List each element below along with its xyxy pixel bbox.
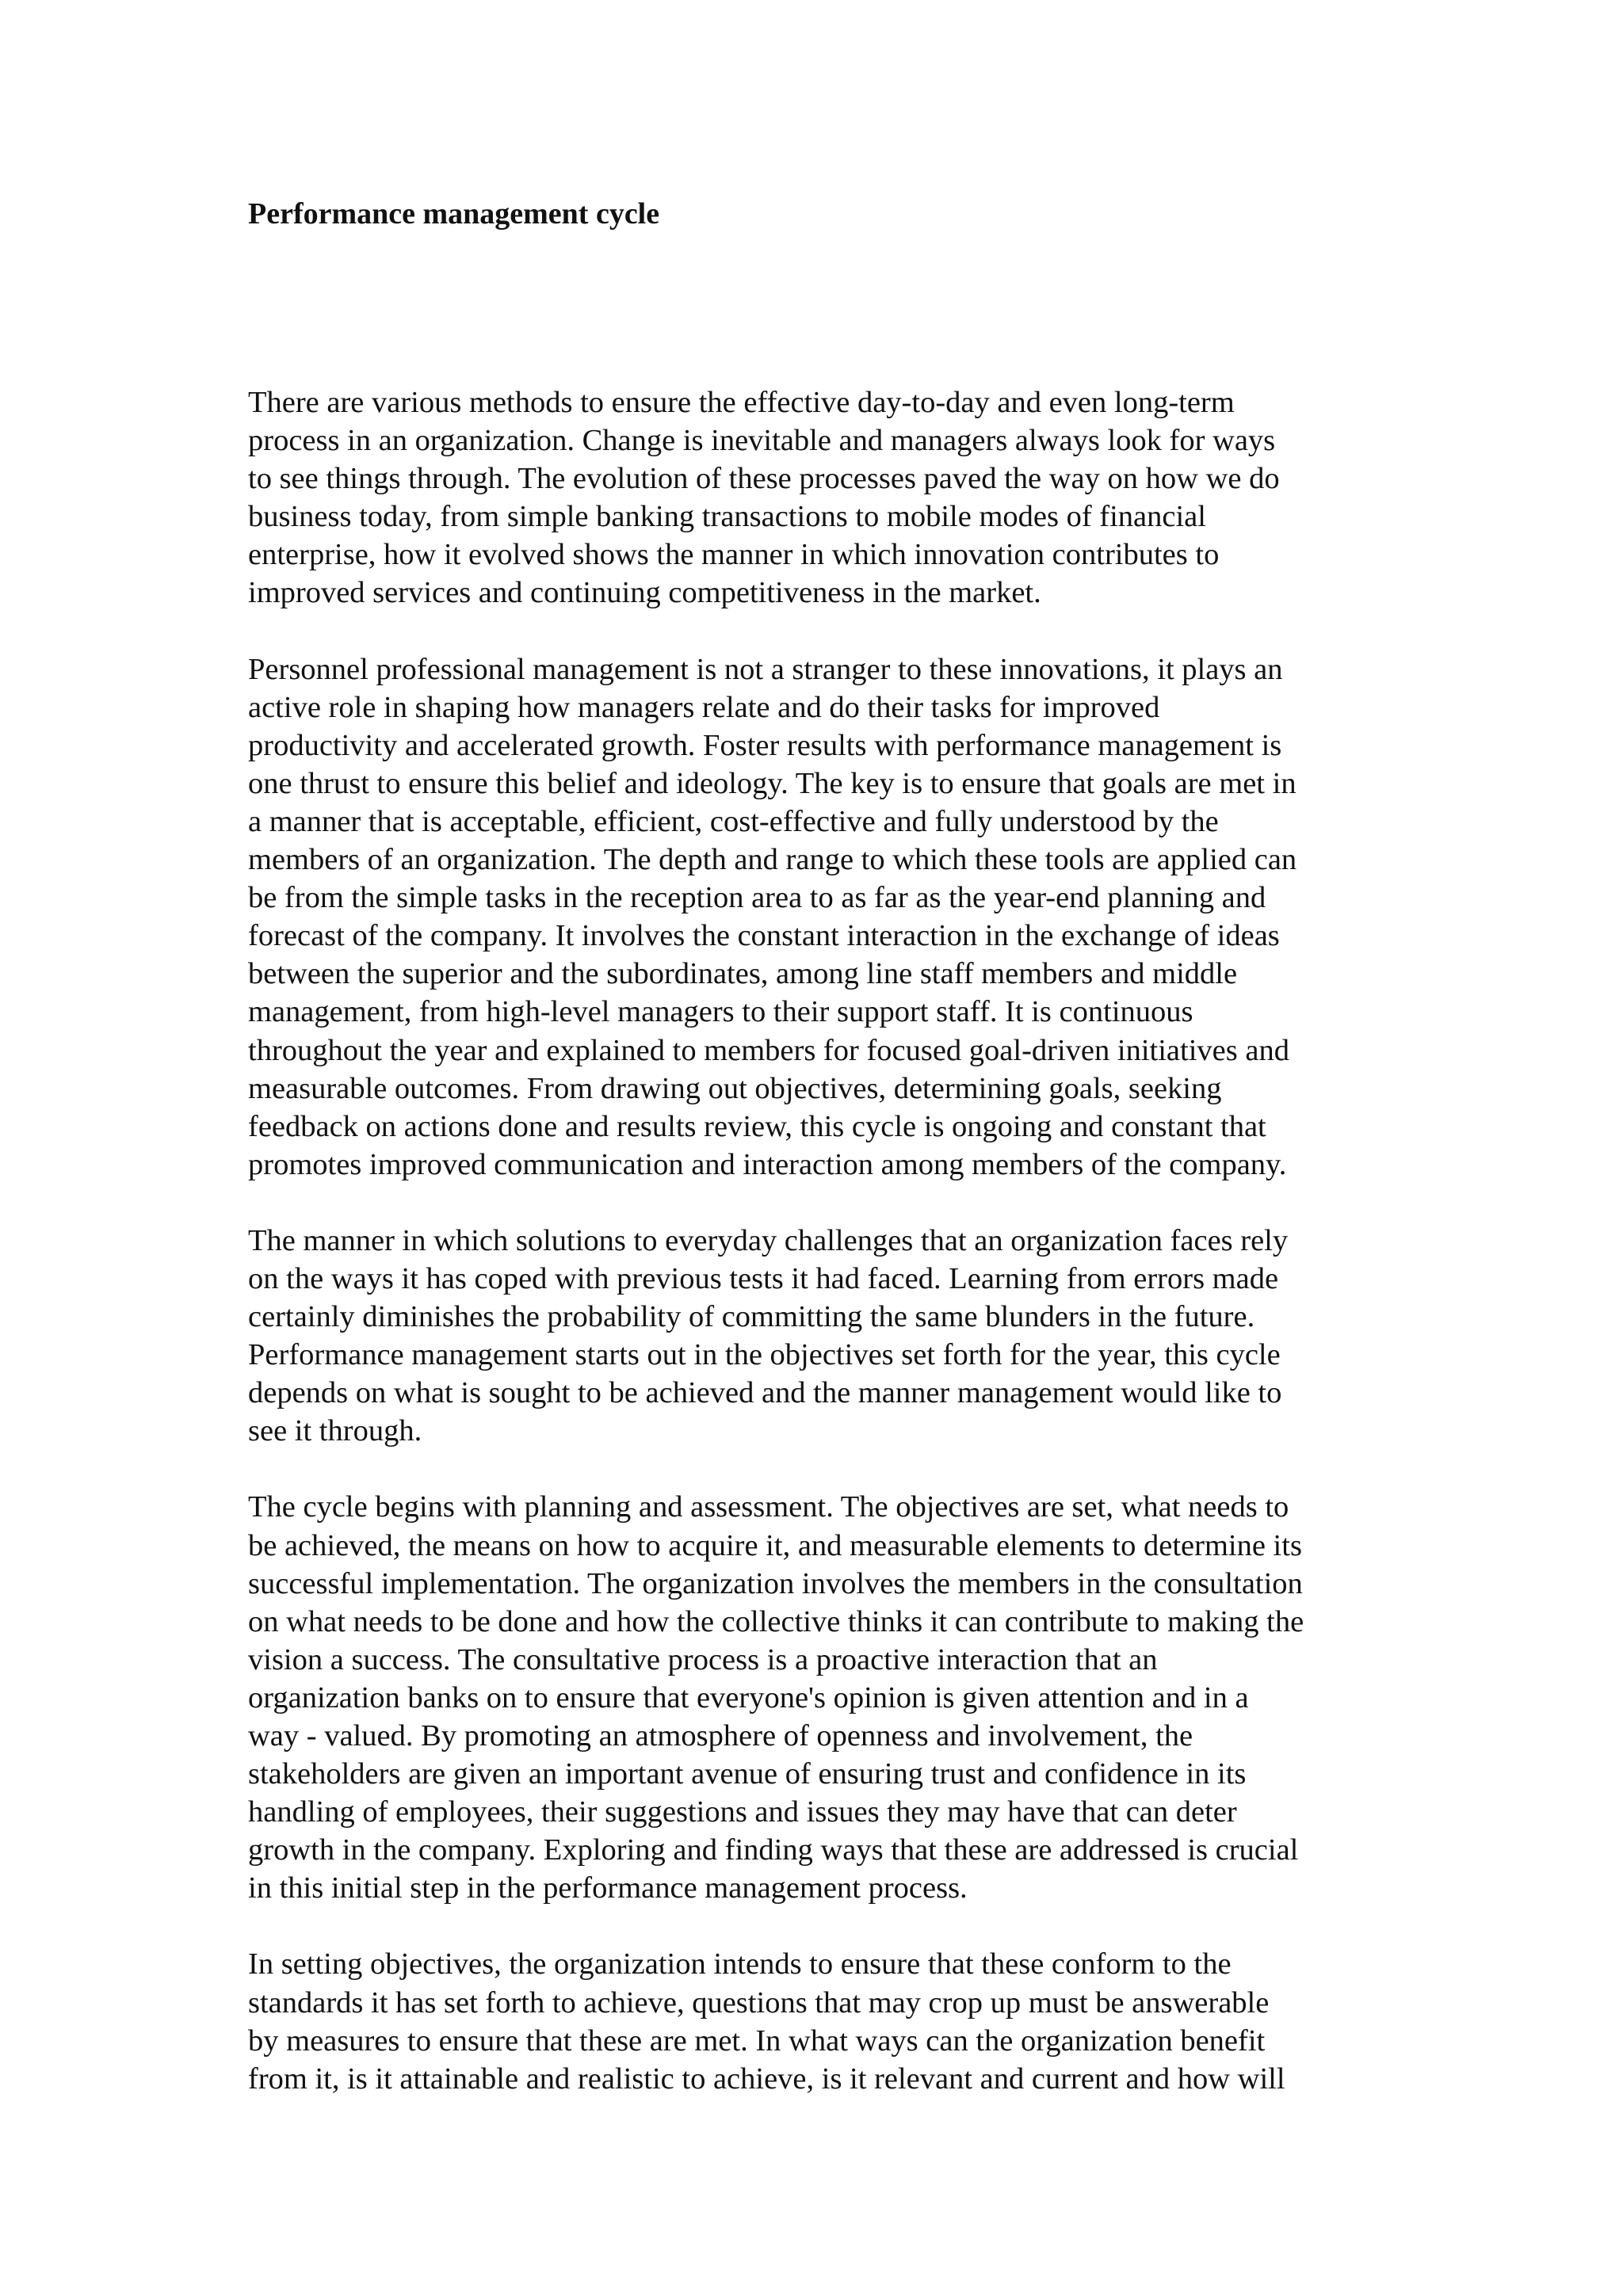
paragraph-line: to see things through. The evolution of these processes paved the way on how we do — [248, 462, 1280, 496]
paragraph-line: certainly diminishes the probability of committing the same blunders in the future. — [248, 1300, 1255, 1334]
document-title: Performance management cycle — [248, 197, 660, 231]
paragraph-line: Performance management starts out in the objectives set forth for the year, this cycle — [248, 1338, 1281, 1372]
paragraph — [248, 1488, 1399, 1907]
paragraph-line: management, from high-level managers to their support staff. It is continuous — [248, 995, 1193, 1029]
paragraph-line: from it, is it attainable and realistic to achieve, is it relevant and current and how will — [248, 2061, 1285, 2096]
paragraph — [248, 650, 1399, 1184]
paragraph-line: feedback on actions done and results review, this cycle is ongoing and constant that — [248, 1109, 1266, 1143]
paragraph-line: successful implementation. The organization involves the members in the consultation — [248, 1566, 1303, 1600]
paragraph-line: active role in shaping how managers relate and do their tasks for improved — [248, 690, 1160, 724]
paragraph-line: In setting objectives, the organization intends to ensure that these conform to the — [248, 1947, 1232, 1981]
document-body — [248, 383, 1399, 2098]
paragraph-line: on what needs to be done and how the collective thinks it can contribute to making the — [248, 1604, 1304, 1638]
paragraph-line: standards it has set forth to achieve, questions that may crop up must be answerable — [248, 1985, 1270, 2019]
paragraph — [248, 383, 1399, 612]
paragraph-line: There are various methods to ensure the effective day-to-day and even long-term — [248, 386, 1235, 419]
paragraph-line: improved services and continuing competitiveness in the market. — [248, 576, 1041, 610]
paragraph-line: vision a success. The consultative process is a proactive interaction that an — [248, 1642, 1158, 1676]
paragraph-line: handling of employees, their suggestions and issues they may have that can deter — [248, 1795, 1237, 1829]
paragraph-line: on the ways it has coped with previous tests it had faced. Learning from errors made — [248, 1261, 1279, 1295]
paragraph-line: measurable outcomes. From drawing out objectives, determining goals, seeking — [248, 1071, 1222, 1105]
paragraph-line: organization banks on to ensure that everyone's opinion is given attention and in a — [248, 1680, 1249, 1714]
paragraph-line: way - valued. By promoting an atmosphere of openness and involvement, the — [248, 1719, 1193, 1753]
paragraph-line: The cycle begins with planning and assessment. The objectives are set, what needs to — [248, 1490, 1289, 1524]
paragraph-line: The manner in which solutions to everyday challenges that an organization faces rely — [248, 1223, 1289, 1257]
paragraph-line: members of an organization. The depth and range to which these tools are applied can — [248, 843, 1297, 877]
paragraph-line: stakeholders are given an important avenue of ensuring trust and confidence in its — [248, 1757, 1247, 1791]
paragraph-line: in this initial step in the performance management process. — [248, 1871, 968, 1905]
paragraph-line: depends on what is sought to be achieved and the manner management would like to — [248, 1376, 1282, 1410]
paragraph-line: growth in the company. Exploring and finding ways that these are addressed is crucial — [248, 1833, 1299, 1867]
paragraph — [248, 1222, 1399, 1451]
paragraph-line: by measures to ensure that these are met. In what ways can the organization benefit — [248, 2023, 1266, 2058]
paragraph-line: business today, from simple banking transactions to mobile modes of financial — [248, 500, 1206, 534]
paragraph-line: one thrust to ensure this belief and ideology. The key is to ensure that goals are met in — [248, 766, 1296, 800]
paragraph-line: be achieved, the means on how to acquire it, and measurable elements to determine its — [248, 1528, 1302, 1562]
paragraph-line: forecast of the company. It involves the constant interaction in the exchange of ideas — [248, 919, 1280, 953]
paragraph-line: productivity and accelerated growth. Foster results with performance management is — [248, 728, 1282, 762]
paragraph-line: enterprise, how it evolved shows the manner in which innovation contributes to — [248, 538, 1220, 572]
paragraph-line: Personnel professional management is not a stranger to these innovations, it plays an — [248, 652, 1283, 686]
paragraph-line: be from the simple tasks in the reception area to as far as the year-end planning and — [248, 881, 1266, 915]
paragraph-line: throughout the year and explained to members for focused goal-driven initiatives and — [248, 1033, 1289, 1067]
paragraph-line: process in an organization. Change is inevitable and managers always look for ways — [248, 424, 1276, 458]
paragraph-line: a manner that is acceptable, efficient, cost-effective and fully understood by the — [248, 804, 1219, 838]
paragraph — [248, 1945, 1399, 2097]
paragraph-line: see it through. — [248, 1414, 422, 1448]
document-content — [248, 190, 1399, 2136]
paragraph-line: promotes improved communication and interaction among members of the company. — [248, 1147, 1287, 1181]
paragraph-line: between the superior and the subordinates, among line staff members and middle — [248, 957, 1238, 991]
